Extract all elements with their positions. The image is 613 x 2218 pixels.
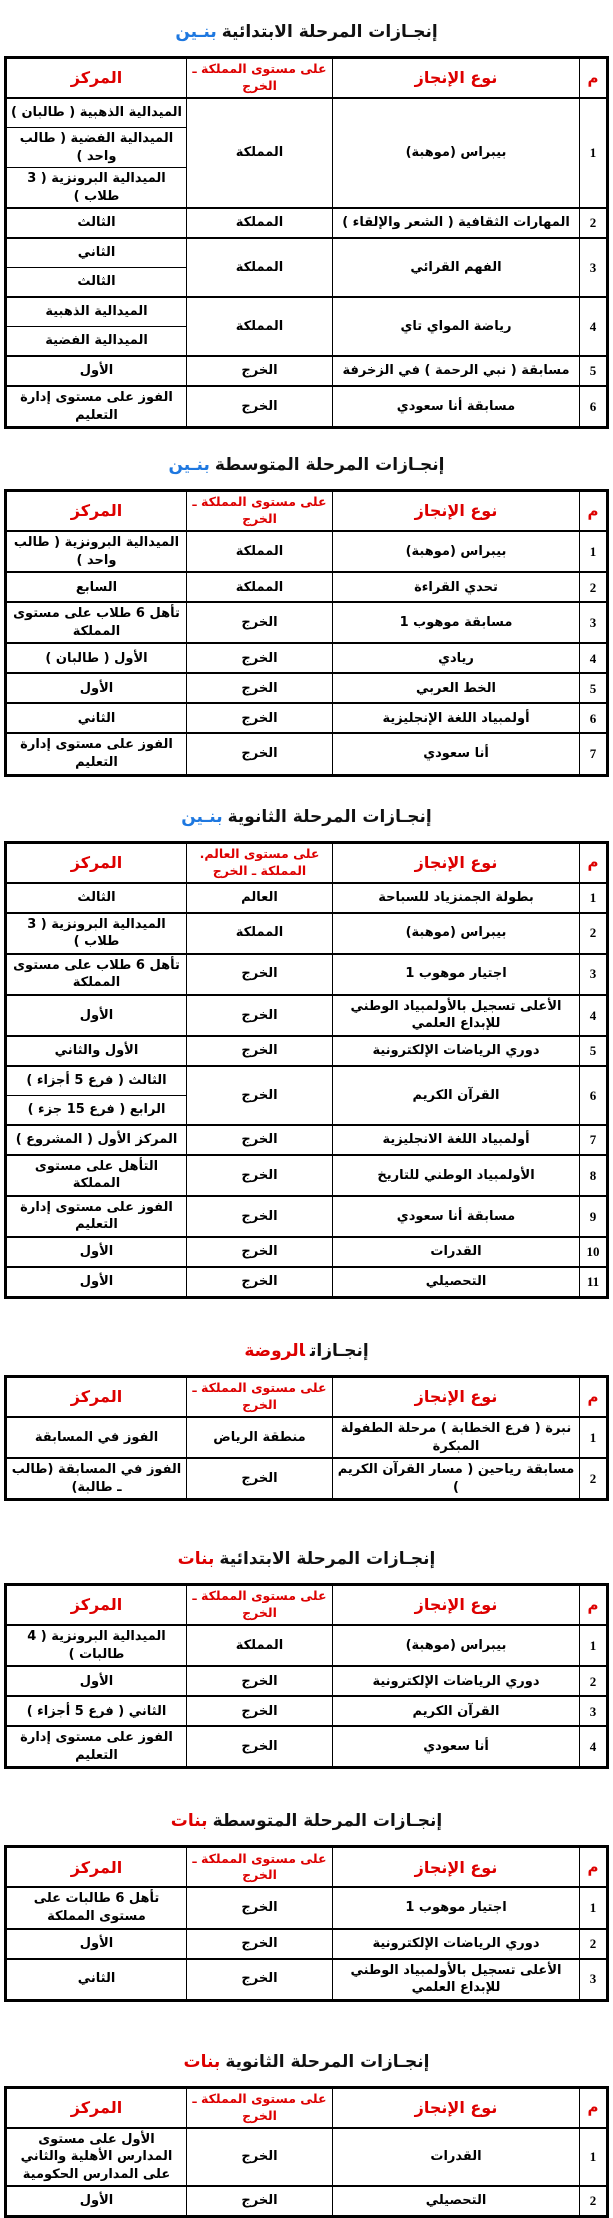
section-title — [0, 807, 613, 827]
achievement-type-cell: دوري الرياضات الإلكترونية — [333, 1036, 580, 1066]
table-row — [6, 1267, 608, 1298]
achievements-table — [4, 841, 609, 1299]
section-elementary-girls — [0, 1549, 613, 1769]
achievement-type-cell: مسابقة ( نبي الرحمة ) في الزخرفة — [333, 356, 580, 386]
table-row — [6, 1417, 608, 1458]
table-row — [6, 208, 608, 238]
header-cell-level: على مستوى المملكة ـ الخرج — [187, 1377, 333, 1418]
level-cell: المملكة — [187, 208, 333, 238]
table-row — [6, 386, 608, 428]
table-row — [6, 1155, 608, 1196]
table-row — [6, 1929, 608, 1959]
achievement-type-cell: أولمبياد اللغة الانجليزية — [333, 1125, 580, 1155]
level-cell: الخرج — [187, 1267, 333, 1298]
section-title-tag: بنات — [170, 1811, 208, 1832]
row-number-cell: 3 — [580, 1696, 608, 1726]
header-cell-rank: المركز — [6, 2087, 187, 2128]
row-number-cell: 4 — [580, 643, 608, 673]
rank-cell: الرابع ( فرع 15 جزء ) — [6, 1095, 187, 1125]
rank-cell: الأول — [6, 1267, 187, 1298]
rank-cell: الميدالية البرونزية ( 3 طلاب ) — [6, 168, 187, 209]
section-title-tag: بنـين — [181, 806, 223, 827]
table-row — [6, 995, 608, 1036]
section-title-tag: بنات — [183, 2051, 221, 2072]
achievement-type-cell: الأعلى تسجيل بالأولمبياد الوطني للإبداع العلمي — [333, 1959, 580, 2001]
table-row — [6, 1625, 608, 1666]
level-cell: الخرج — [187, 356, 333, 386]
rank-cell: الثاني — [6, 238, 187, 268]
header-cell-num: م — [580, 1585, 608, 1626]
level-cell: الخرج — [187, 386, 333, 428]
table-row — [6, 913, 608, 954]
row-number-cell: 2 — [580, 2186, 608, 2217]
rank-cell: الأول — [6, 673, 187, 703]
header-cell-level: على مستوى العالم. المملكة ـ الخرج — [187, 842, 333, 883]
level-cell: الخرج — [187, 1066, 333, 1125]
rank-cell: الثالث — [6, 883, 187, 913]
row-number-cell: 11 — [580, 1267, 608, 1298]
table-row — [6, 297, 608, 327]
achievement-type-cell: الفهم القرائي — [333, 238, 580, 297]
row-number-cell: 5 — [580, 356, 608, 386]
row-number-cell: 3 — [580, 954, 608, 995]
achievement-type-cell: رياضة المواي تاي — [333, 297, 580, 356]
rank-cell: تأهل 6 طالبات على مستوى المملكة — [6, 1887, 187, 1928]
table-row — [6, 1125, 608, 1155]
rank-cell: تأهل 6 طلاب على مستوى المملكة — [6, 954, 187, 995]
achievement-type-cell: دوري الرياضات الإلكترونية — [333, 1929, 580, 1959]
achievement-type-cell: المهارات الثقافية ( الشعر والإلقاء ) — [333, 208, 580, 238]
achievement-type-cell: اجتيار موهوب 1 — [333, 954, 580, 995]
header-cell-achievement-type: نوع الإنجاز — [333, 491, 580, 532]
table-row — [6, 1458, 608, 1500]
row-number-cell: 7 — [580, 1125, 608, 1155]
header-row — [6, 58, 608, 99]
level-cell: الخرج — [187, 995, 333, 1036]
row-number-cell: 8 — [580, 1155, 608, 1196]
rank-cell: الثالث — [6, 268, 187, 298]
level-cell: الخرج — [187, 643, 333, 673]
table-row — [6, 883, 608, 913]
rank-cell: الفوز في المسابقة (طالب ـ طالبة) — [6, 1458, 187, 1500]
achievement-type-cell: الأولمبياد الوطني للتاريخ — [333, 1155, 580, 1196]
section-title — [0, 2052, 613, 2072]
achievement-type-cell: الخط العربي — [333, 673, 580, 703]
level-cell: الخرج — [187, 1726, 333, 1768]
header-row — [6, 1377, 608, 1418]
row-number-cell: 1 — [580, 1625, 608, 1666]
achievement-type-cell: بيبراس (موهبة) — [333, 913, 580, 954]
level-cell: الخرج — [187, 1196, 333, 1237]
header-cell-rank: المركز — [6, 1377, 187, 1418]
rank-cell: الفوز على مستوى إدارة التعليم — [6, 733, 187, 775]
table-row — [6, 2128, 608, 2187]
section-kindergarten — [0, 1341, 613, 1501]
level-cell: الخرج — [187, 1125, 333, 1155]
rank-cell: الفوز على مستوى إدارة التعليم — [6, 386, 187, 428]
row-number-cell: 6 — [580, 1066, 608, 1125]
achievement-type-cell: أنا سعودي — [333, 1726, 580, 1768]
level-cell: منطقة الرياض — [187, 1417, 333, 1458]
table-row — [6, 98, 608, 128]
header-cell-level: على مستوى المملكة ـ الخرج — [187, 1847, 333, 1888]
achievement-type-cell: الأعلى تسجيل بالأولمبياد الوطني للإبداع العلمي — [333, 995, 580, 1036]
level-cell: المملكة — [187, 531, 333, 572]
achievement-type-cell: بيبراس (موهبة) — [333, 98, 580, 208]
header-cell-achievement-type: نوع الإنجاز — [333, 1377, 580, 1418]
rank-cell: التأهل على مستوى المملكة — [6, 1155, 187, 1196]
achievement-type-cell: أولمبياد اللغة الإنجليزية — [333, 703, 580, 733]
rank-cell: الميدالية البرونزية ( طالب واحد ) — [6, 531, 187, 572]
rank-cell: الأول على مستوى المدارس الأهلية والثاني على المدارس الحكومية — [6, 2128, 187, 2187]
achievement-type-cell: بيبراس (موهبة) — [333, 1625, 580, 1666]
table-row — [6, 1959, 608, 2001]
achievement-type-cell: مسابقة رياحين ( مسار القرآن الكريم ) — [333, 1458, 580, 1500]
rank-cell: الفوز على مستوى إدارة التعليم — [6, 1726, 187, 1768]
achievement-type-cell: بيبراس (موهبة) — [333, 531, 580, 572]
header-cell-num: م — [580, 2087, 608, 2128]
rank-cell: تأهل 6 طلاب على مستوى المملكة — [6, 602, 187, 643]
header-row — [6, 1585, 608, 1626]
section-title-text: إنجـازات المرحلة الثانوية — [225, 2051, 430, 2072]
table-row — [6, 1066, 608, 1096]
header-cell-level: على مستوى المملكة ـ الخرج — [187, 58, 333, 99]
header-cell-level: على مستوى المملكة ـ الخرج — [187, 491, 333, 532]
achievement-type-cell: أنا سعودي — [333, 733, 580, 775]
table-row — [6, 1237, 608, 1267]
section-middle-boys — [0, 455, 613, 776]
level-cell: المملكة — [187, 98, 333, 208]
achievements-table — [4, 1375, 609, 1501]
achievement-type-cell: مسابقة أنا سعودي — [333, 386, 580, 428]
achievement-type-cell: القرآن الكريم — [333, 1696, 580, 1726]
row-number-cell: 7 — [580, 733, 608, 775]
row-number-cell: 3 — [580, 1959, 608, 2001]
table-row — [6, 602, 608, 643]
level-cell: الخرج — [187, 1959, 333, 2001]
section-title-text: إنجـازات — [310, 1341, 369, 1362]
achievements-table — [4, 1845, 609, 2001]
rank-cell: الثاني ( فرع 5 أجزاء ) — [6, 1696, 187, 1726]
level-cell: الخرج — [187, 2186, 333, 2217]
rank-cell: الأول — [6, 1237, 187, 1267]
section-secondary-boys — [0, 807, 613, 1299]
row-number-cell: 1 — [580, 1417, 608, 1458]
row-number-cell: 5 — [580, 1036, 608, 1066]
rank-cell: الأول — [6, 1666, 187, 1696]
header-cell-num: م — [580, 491, 608, 532]
section-title-tag: بنـين — [168, 455, 210, 476]
section-title-text: إنجـازات المرحلة المتوسطة — [214, 455, 445, 476]
row-number-cell: 4 — [580, 297, 608, 356]
table-row — [6, 1887, 608, 1928]
section-secondary-girls — [0, 2052, 613, 2218]
table-row — [6, 238, 608, 268]
header-cell-num: م — [580, 1377, 608, 1418]
header-row — [6, 2087, 608, 2128]
header-cell-num: م — [580, 1847, 608, 1888]
rank-cell: الميدالية الذهبية ( طالبان ) — [6, 98, 187, 128]
achievement-type-cell: التحصيلي — [333, 2186, 580, 2217]
row-number-cell: 2 — [580, 1666, 608, 1696]
achievements-table — [4, 56, 609, 429]
achievement-type-cell: نبرة ( فرع الخطابة ) مرحلة الطفولة المبكرة — [333, 1417, 580, 1458]
section-title — [0, 22, 613, 42]
achievement-type-cell: التحصيلي — [333, 1267, 580, 1298]
table-row — [6, 356, 608, 386]
rank-cell: الميدالية الفضية ( طالب واحد ) — [6, 128, 187, 168]
section-title-tag: بنـين — [175, 22, 217, 42]
row-number-cell: 2 — [580, 1458, 608, 1500]
section-elementary-boys — [0, 22, 613, 429]
achievement-type-cell: اجتيار موهوب 1 — [333, 1887, 580, 1928]
table-row — [6, 1696, 608, 1726]
section-title-text: إنجـازات المرحلة الابتدائية — [221, 22, 438, 42]
header-cell-achievement-type: نوع الإنجاز — [333, 58, 580, 99]
rank-cell: الفوز على مستوى إدارة التعليم — [6, 1196, 187, 1237]
level-cell: الخرج — [187, 2128, 333, 2187]
achievement-type-cell: مسابقة أنا سعودي — [333, 1196, 580, 1237]
table-row — [6, 1666, 608, 1696]
achievement-type-cell: القدرات — [333, 1237, 580, 1267]
level-cell: الخرج — [187, 1887, 333, 1928]
level-cell: الخرج — [187, 1929, 333, 1959]
rank-cell: الأول — [6, 356, 187, 386]
level-cell: الخرج — [187, 1696, 333, 1726]
row-number-cell: 4 — [580, 995, 608, 1036]
row-number-cell: 6 — [580, 386, 608, 428]
rank-cell: الثاني — [6, 1959, 187, 2001]
row-number-cell: 3 — [580, 602, 608, 643]
level-cell: المملكة — [187, 1625, 333, 1666]
rank-cell: الميدالية الفضية — [6, 327, 187, 357]
rank-cell: الأول ( طالبان ) — [6, 643, 187, 673]
level-cell: الخرج — [187, 703, 333, 733]
header-cell-num: م — [580, 58, 608, 99]
header-cell-achievement-type: نوع الإنجاز — [333, 2087, 580, 2128]
row-number-cell: 9 — [580, 1196, 608, 1237]
section-title — [0, 1549, 613, 1569]
row-number-cell: 5 — [580, 673, 608, 703]
achievements-table — [4, 489, 609, 776]
rank-cell: الفوز في المسابقة — [6, 1417, 187, 1458]
level-cell: الخرج — [187, 602, 333, 643]
section-title — [0, 1811, 613, 1831]
section-title-text: إنجـازات المرحلة المتوسطة — [212, 1811, 443, 1832]
table-row — [6, 733, 608, 775]
table-row — [6, 1036, 608, 1066]
level-cell: الخرج — [187, 1458, 333, 1500]
level-cell: المملكة — [187, 913, 333, 954]
level-cell: المملكة — [187, 238, 333, 297]
table-row — [6, 2186, 608, 2217]
row-number-cell: 1 — [580, 531, 608, 572]
level-cell: الخرج — [187, 1237, 333, 1267]
header-cell-rank: المركز — [6, 1585, 187, 1626]
section-middle-girls — [0, 1811, 613, 2001]
row-number-cell: 1 — [580, 98, 608, 208]
row-number-cell: 3 — [580, 238, 608, 297]
row-number-cell: 10 — [580, 1237, 608, 1267]
header-cell-achievement-type: نوع الإنجاز — [333, 842, 580, 883]
rank-cell: الثالث ( فرع 5 أجزاء ) — [6, 1066, 187, 1096]
level-cell: الخرج — [187, 1036, 333, 1066]
row-number-cell: 1 — [580, 883, 608, 913]
rank-cell: الأول — [6, 1929, 187, 1959]
section-title-tag: الروضة — [244, 1341, 305, 1362]
row-number-cell: 2 — [580, 1929, 608, 1959]
achievement-type-cell: القرآن الكريم — [333, 1066, 580, 1125]
header-cell-rank: المركز — [6, 842, 187, 883]
header-cell-level: على مستوى المملكة ـ الخرج — [187, 1585, 333, 1626]
row-number-cell: 6 — [580, 703, 608, 733]
header-cell-rank: المركز — [6, 58, 187, 99]
table-row — [6, 572, 608, 602]
rank-cell: السابع — [6, 572, 187, 602]
achievements-table — [4, 2086, 609, 2218]
row-number-cell: 2 — [580, 208, 608, 238]
achievement-type-cell: القدرات — [333, 2128, 580, 2187]
rank-cell: الأول والثاني — [6, 1036, 187, 1066]
rank-cell: الميدالية الذهبية — [6, 297, 187, 327]
level-cell: المملكة — [187, 297, 333, 356]
level-cell: الخرج — [187, 1666, 333, 1696]
header-cell-level: على مستوى المملكة ـ الخرج — [187, 2087, 333, 2128]
achievement-type-cell: مسابقة موهوب 1 — [333, 602, 580, 643]
header-row — [6, 1847, 608, 1888]
row-number-cell: 2 — [580, 572, 608, 602]
level-cell: الخرج — [187, 954, 333, 995]
table-row — [6, 1726, 608, 1768]
achievement-type-cell: بطولة الجمنزياد للسباحة — [333, 883, 580, 913]
level-cell: الخرج — [187, 733, 333, 775]
header-cell-achievement-type: نوع الإنجاز — [333, 1585, 580, 1626]
header-row — [6, 491, 608, 532]
rank-cell: الميدالية البرونزية ( 3 طلاب ) — [6, 913, 187, 954]
header-row — [6, 842, 608, 883]
level-cell: الخرج — [187, 1155, 333, 1196]
table-row — [6, 703, 608, 733]
rank-cell: الثالث — [6, 208, 187, 238]
achievement-type-cell: ريادي — [333, 643, 580, 673]
section-title-text: إنجـازات المرحلة الثانوية — [227, 806, 432, 827]
section-title-text: إنجـازات المرحلة الابتدائية — [219, 1549, 436, 1570]
achievement-type-cell: دوري الرياضات الإلكترونية — [333, 1666, 580, 1696]
header-cell-achievement-type: نوع الإنجاز — [333, 1847, 580, 1888]
row-number-cell: 1 — [580, 1887, 608, 1928]
section-title-tag: بنات — [177, 1549, 215, 1570]
rank-cell: المركز الأول ( المشروع ) — [6, 1125, 187, 1155]
achievements-table — [4, 1583, 609, 1769]
level-cell: العالم — [187, 883, 333, 913]
table-row — [6, 673, 608, 703]
row-number-cell: 1 — [580, 2128, 608, 2187]
section-title — [0, 1341, 613, 1361]
rank-cell: الأول — [6, 2186, 187, 2217]
rank-cell: الثاني — [6, 703, 187, 733]
table-row — [6, 954, 608, 995]
row-number-cell: 2 — [580, 913, 608, 954]
row-number-cell: 4 — [580, 1726, 608, 1768]
level-cell: المملكة — [187, 572, 333, 602]
table-row — [6, 1196, 608, 1237]
header-cell-rank: المركز — [6, 1847, 187, 1888]
table-row — [6, 531, 608, 572]
rank-cell: الأول — [6, 995, 187, 1036]
section-title — [0, 455, 613, 475]
level-cell: الخرج — [187, 673, 333, 703]
table-row — [6, 643, 608, 673]
header-cell-rank: المركز — [6, 491, 187, 532]
achievement-type-cell: تحدي القراءة — [333, 572, 580, 602]
rank-cell: الميدالية البرونزية ( 4 طالبات ) — [6, 1625, 187, 1666]
header-cell-num: م — [580, 842, 608, 883]
